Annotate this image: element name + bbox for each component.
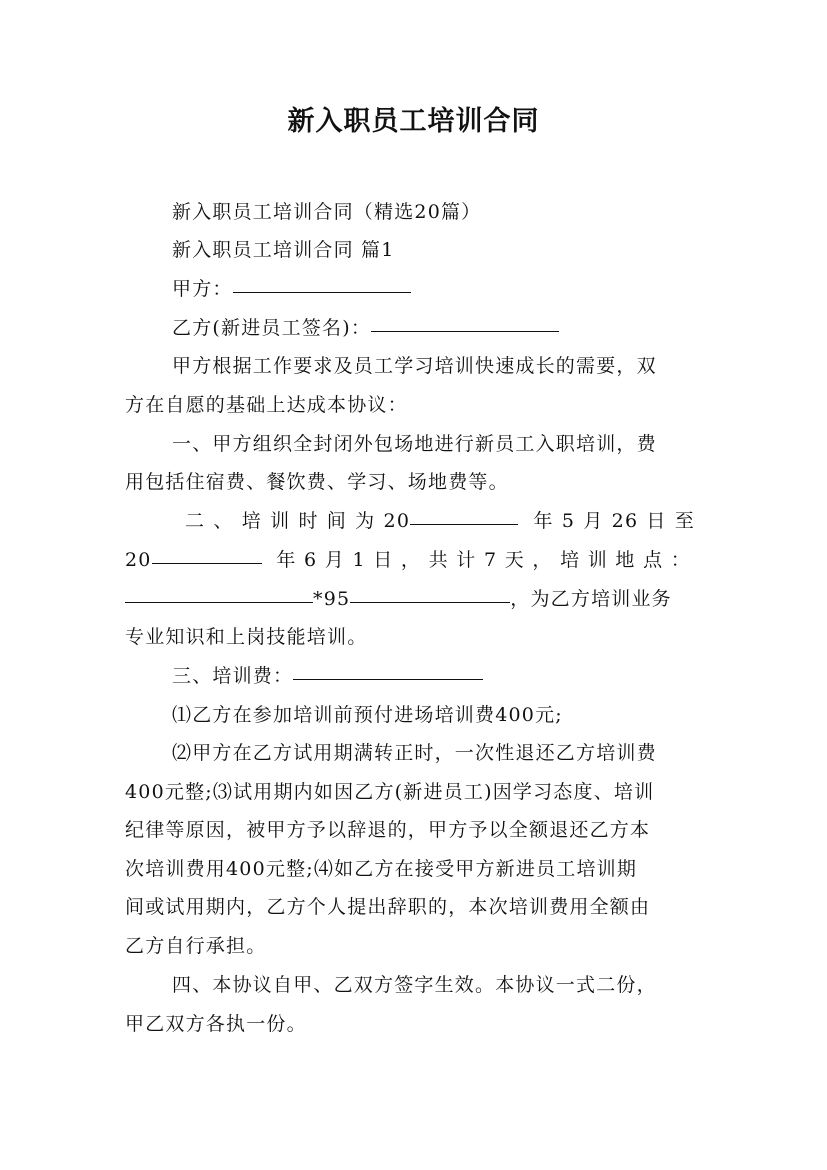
party-a-line bbox=[172, 270, 712, 308]
party-b-line bbox=[172, 309, 712, 347]
party-a-blank bbox=[233, 291, 411, 293]
paragraph-line: 用包括住宿费、餐饮费、学习、场地费等。 bbox=[125, 471, 509, 493]
paragraph-line: 甲方根据工作要求及员工学习培训快速成长的需要，双 bbox=[172, 355, 657, 377]
section-heading: 新入职员工培训合同 篇1 bbox=[172, 239, 395, 261]
location-code: *95 bbox=[313, 588, 351, 610]
party-b-blank bbox=[371, 330, 559, 332]
year-blank-1 bbox=[410, 523, 518, 525]
training-time-line bbox=[185, 502, 695, 540]
location-blank-1 bbox=[125, 601, 313, 603]
training-fee-line bbox=[172, 657, 712, 695]
training-location-line bbox=[125, 580, 705, 618]
training-period-text: 年6月1日，共计7天，培训地点： bbox=[276, 549, 692, 571]
training-fee-blank bbox=[293, 678, 483, 680]
paragraph-line: 四、本协议自甲、乙双方签字生效。本协议一式二份， bbox=[172, 974, 657, 996]
training-time-end: 年5月26日至 bbox=[533, 510, 695, 532]
party-b-label: 乙方(新进员工签名)： bbox=[172, 317, 372, 339]
training-period-line bbox=[125, 541, 691, 579]
document-title: 新入职员工培训合同 bbox=[287, 106, 540, 137]
clause-line: 间或试用期内，乙方个人提出辞职的，本次培训费用全额由 bbox=[125, 896, 651, 918]
clause-line: 纪律等原因，被甲方予以辞退的，甲方予以全额退还乙方本 bbox=[125, 819, 651, 841]
training-time-start: 二、培训时间为20 bbox=[185, 510, 411, 532]
clause-line: 乙方自行承担。 bbox=[125, 935, 267, 957]
clause-line: ⑵甲方在乙方试用期满转正时，一次性退还乙方培训费 bbox=[172, 742, 657, 764]
clause-line: 400元整;⑶试用期内如因乙方(新进员工)因学习态度、培训 bbox=[125, 781, 655, 803]
year-blank-2 bbox=[152, 562, 262, 564]
paragraph-line: 方在自愿的基础上达成本协议： bbox=[125, 394, 408, 416]
location-blank-2 bbox=[350, 601, 510, 603]
party-a-label: 甲方： bbox=[172, 278, 233, 300]
paragraph-line: 一、甲方组织全封闭外包场地进行新员工入职培训，费 bbox=[172, 433, 657, 455]
clause-line: 次培训费用400元整;⑷如乙方在接受甲方新进员工培训期 bbox=[125, 858, 638, 880]
subtitle-line: 新入职员工培训合同（精选20篇） bbox=[172, 201, 482, 223]
training-period-start: 20 bbox=[125, 549, 152, 571]
paragraph-line: 甲乙双方各执一份。 bbox=[125, 1013, 307, 1035]
training-fee-label: 三、培训费： bbox=[172, 665, 294, 687]
location-text: ，为乙方培训业务 bbox=[510, 588, 672, 610]
clause-line: ⑴乙方在参加培训前预付进场培训费400元; bbox=[172, 704, 563, 726]
paragraph-line: 专业知识和上岗技能培训。 bbox=[125, 626, 368, 648]
